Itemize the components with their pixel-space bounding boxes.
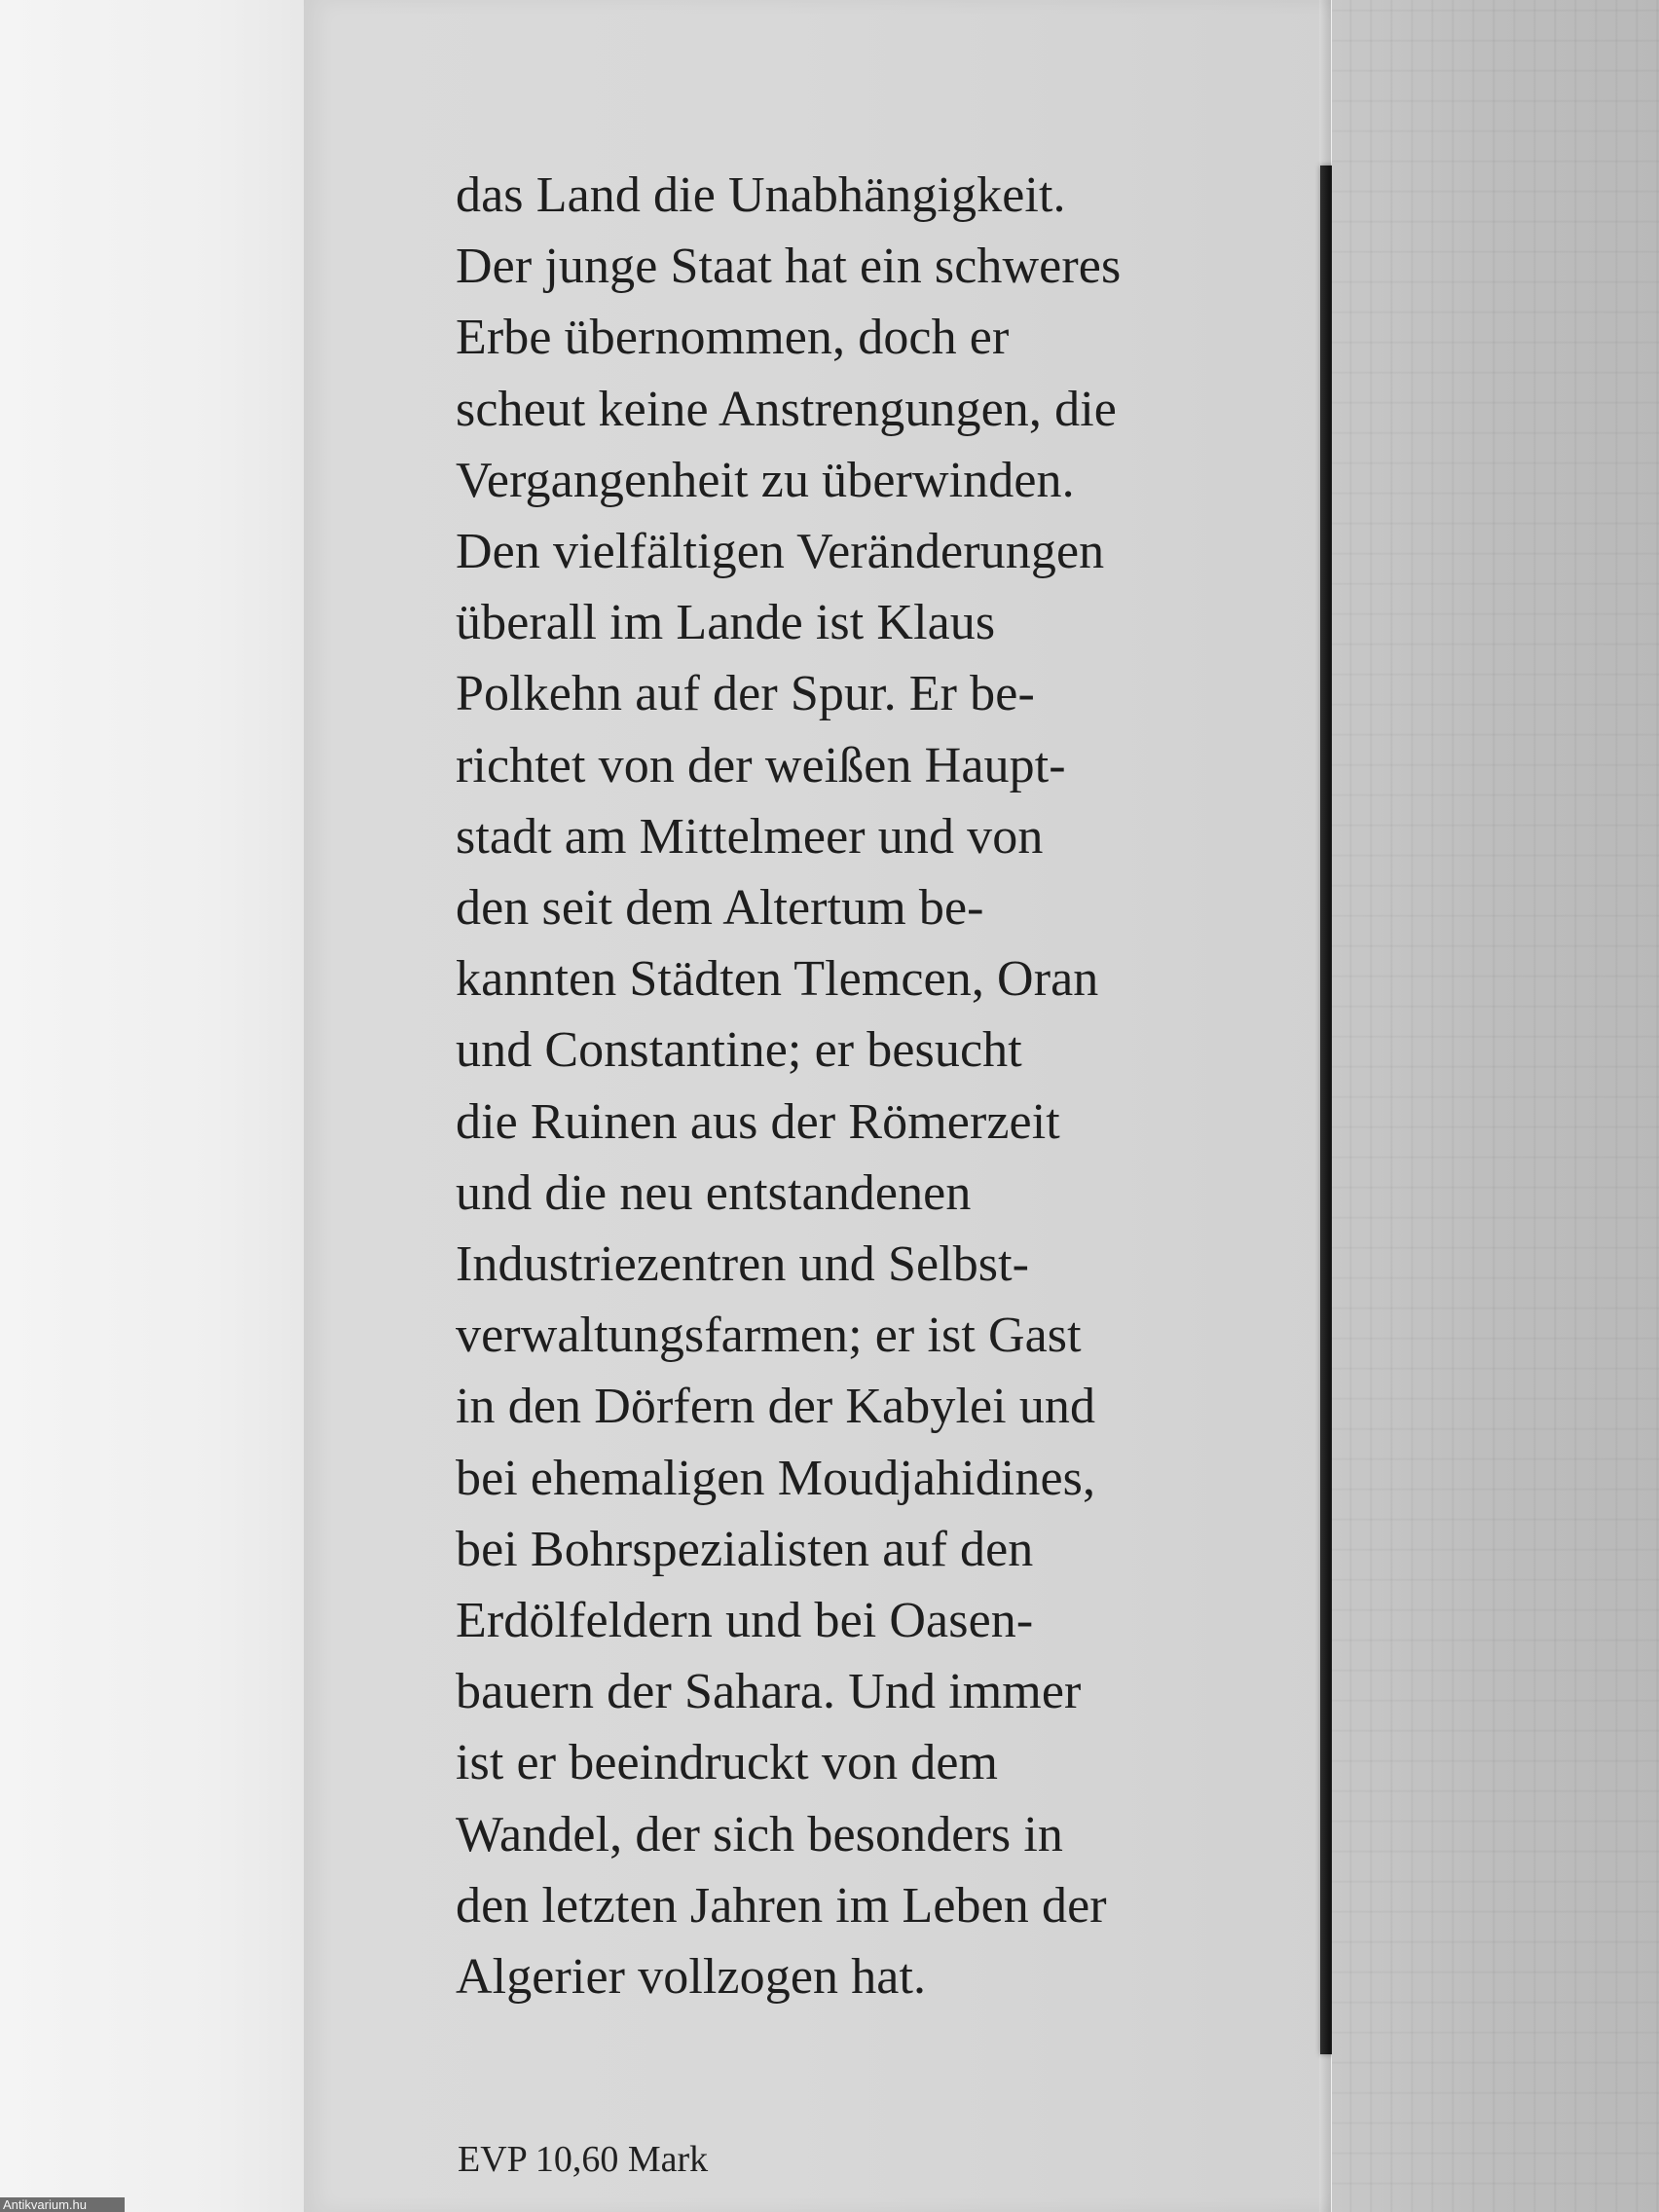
blurb-line: Den vielfältigen Veränderungen <box>456 524 1105 580</box>
site-watermark: Antikvarium.hu <box>0 2197 125 2212</box>
blurb-line: stadt am Mittelmeer und von <box>456 808 1044 865</box>
blurb-line: bauern der Sahara. Und immer <box>456 1664 1082 1720</box>
blurb-line: Wandel, der sich besonders in <box>456 1806 1063 1862</box>
blurb-line: die Ruinen aus der Römerzeit <box>456 1093 1060 1150</box>
blurb-line: Erdölfeldern und bei Oasen- <box>456 1593 1034 1649</box>
blurb-line: bei Bohrspezialisten auf den <box>456 1521 1034 1577</box>
blurb-line: und Constantine; er besucht <box>456 1022 1022 1079</box>
blurb-line: ist er beeindruckt von dem <box>456 1735 999 1791</box>
blurb-line: scheut keine Anstrengungen, die <box>456 381 1117 437</box>
blurb-line: Erbe übernommen, doch er <box>456 310 1010 366</box>
blurb-line: und die neu entstandenen <box>456 1164 972 1221</box>
blurb-line: bei ehemaligen Moudjahidines, <box>456 1450 1096 1506</box>
blurb-line: überall im Lande ist Klaus <box>456 595 996 651</box>
blurb-line: in den Dörfern der Kabylei und <box>456 1379 1096 1435</box>
blurb-line: das Land die Unabhängigkeit. <box>456 167 1066 223</box>
price-label: EVP 10,60 Mark <box>458 2139 709 2180</box>
blurb-line: Algerier vollzogen hat. <box>456 1949 927 2006</box>
blurb-line: kannten Städten Tlemcen, Oran <box>456 951 1099 1008</box>
blurb-line: Polkehn auf der Spur. Er be- <box>456 666 1035 722</box>
blurb-text-block <box>456 160 1264 2012</box>
blurb-line: Vergangenheit zu überwinden. <box>456 452 1075 508</box>
blurb-line: richtet von der weißen Haupt- <box>456 737 1066 793</box>
blurb-line: den letzten Jahren im Leben der <box>456 1877 1107 1934</box>
blurb-line: Der junge Staat hat ein schweres <box>456 239 1122 295</box>
wood-background <box>1332 0 1659 2212</box>
blurb-line: Industriezentren und Selbst- <box>456 1236 1030 1293</box>
left-background <box>0 0 310 2212</box>
blurb-line: verwaltungsfarmen; er ist Gast <box>456 1308 1082 1364</box>
blurb-line: den seit dem Altertum be- <box>456 880 984 937</box>
